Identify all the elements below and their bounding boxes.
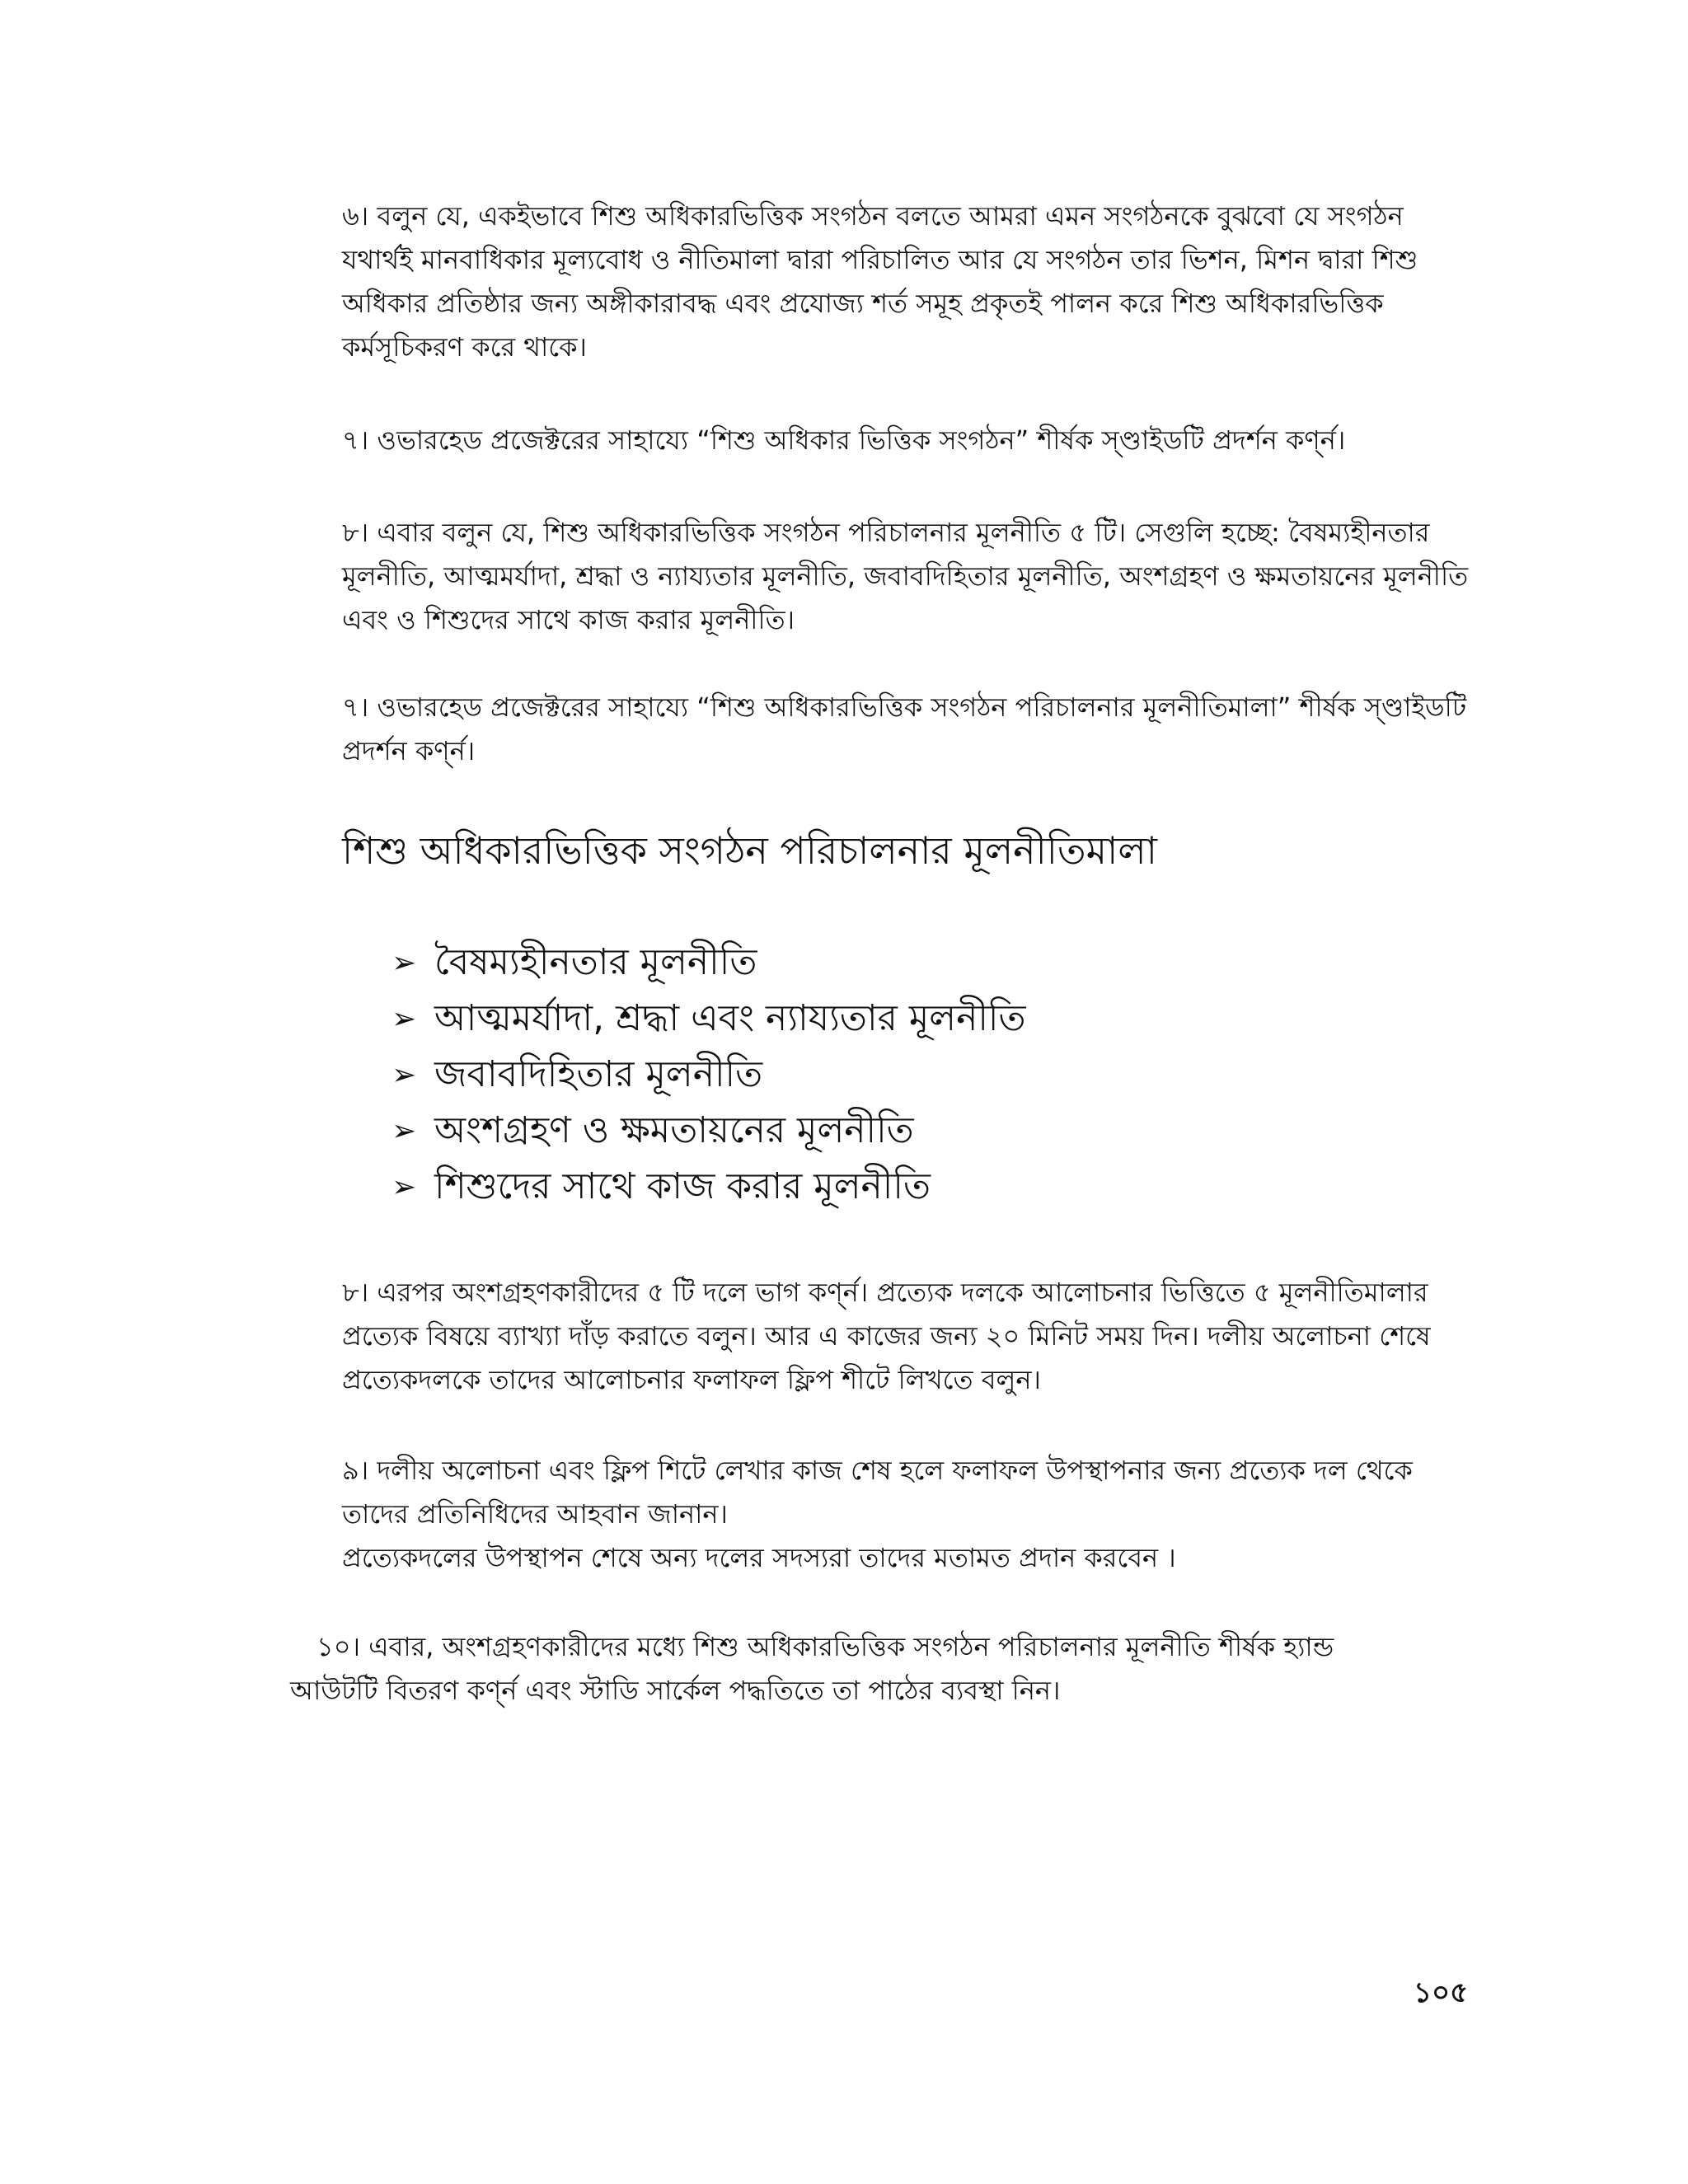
arrowhead-bullet-icon: ➢	[392, 1170, 417, 1204]
paragraph-8b: ৮। এরপর অংশগ্রহণকারীদের ৫ টি দলে ভাগ কর্ণ্ন। প্রত্যেক দলকে আলোচনার ভিত্তিতে ৫ মূলনীতিমালার প্রত্যেক বিষয়ে ব্যাখ্যা দাঁড় করাতে বলুন। আর এ কাজের জন্য ২০ মিনিট সময় দিন। দলীয় অলোচনা শেষে প্রত্যেকদলকে তাদের আলোচনার ফলাফল ফ্লিপ শীটে লিখতে বলুন।	[342, 1277, 1431, 1395]
list-item-label: বৈষম্যহীনতার মূলনীতি	[434, 941, 757, 983]
page-number: ১০৫	[1414, 1976, 1469, 2009]
list-item	[392, 1159, 1026, 1215]
list-item	[392, 1103, 1026, 1159]
arrowhead-bullet-icon: ➢	[392, 1058, 417, 1092]
paragraph-10-line-1: ১০। এবার, অংশগ্রহণকারীদের মধ্যে শিশু অধিকারভিত্তিক সংগঠন পরিচালনার মূলনীতি শীর্ষক হ্যান্ড	[316, 1631, 1334, 1662]
paragraph-10	[290, 1625, 1477, 1713]
paragraph-8a: ৮। এবার বলুন যে, শিশু অধিকারভিত্তিক সংগঠন পরিচালনার মূলনীতি ৫ টি। সেগুলি হচ্ছে: বৈষম্যহীনতার মূলনীতি, আত্মমর্যাদা, শ্রদ্ধা ও ন্যায্যতার মূলনীতি, জবাবদিহিতার মূলনীতি, অংশগ্রহণ ও ক্ষমতায়নের মূলনীতি এবং ও শিশুদের সাথে কাজ করার মূলনীতি।	[342, 517, 1469, 635]
list-item-label: জবাবদিহিতার মূলনীতি	[434, 1053, 763, 1095]
paragraph-7b: ৭। ওভারহেড প্রজেক্টরের সাহায্যে “শিশু অধিকারভিত্তিক সংগঠন পরিচালনার মূলনীতিমালা” শীর্ষক স্ণ্ডাইডটি প্রদর্শন কর্ণ্ন।	[342, 691, 1467, 766]
paragraph-7a: ৭। ওভারহেড প্রজেক্টরের সাহায্যে “শিশু অধিকার ভিত্তিক সংগঠন” শীর্ষক স্ণ্ডাইডটি প্রদর্শন কর্ণ্ন।	[342, 424, 1346, 456]
paragraph-9	[342, 1449, 1471, 1580]
list-item	[392, 935, 1026, 991]
list-item-label: অংশগ্রহণ ও ক্ষমতায়নের মূলনীতি	[434, 1109, 914, 1151]
paragraph-6: ৬। বলুন যে, একইভাবে শিশু অধিকারভিত্তিক সংগঠন বলতে আমরা এমন সংগঠনকে বুঝবো যে সংগঠন যথার্থই মানবাধিকার মূল্যবোধ ও নীতিমালা দ্বারা পরিচালিত আর যে সংগঠন তার ভিশন, মিশন দ্বারা শিশু অধিকার প্রতিষ্ঠার জন্য অঙ্গীকারাবদ্ধ এবং প্রযোজ্য শর্ত সমূহ প্রকৃতই পালন করে শিশু অধিকারভিত্তিক কর্মসূচিকরণ করে থাকে।	[342, 200, 1418, 363]
list-item	[392, 1047, 1026, 1103]
principles-list	[392, 935, 1026, 1215]
arrowhead-bullet-icon: ➢	[392, 1002, 417, 1036]
list-item-label: শিশুদের সাথে কাজ করার মূলনীতি	[434, 1165, 931, 1207]
arrowhead-bullet-icon: ➢	[392, 1114, 417, 1148]
paragraph-9-line-2: প্রত্যেকদলের উপস্থাপন শেষে অন্য দলের সদস্যরা তাদের মতামত প্রদান করবেন ।	[342, 1542, 1176, 1573]
section-heading: শিশু অধিকারভিত্তিক সংগঠন পরিচালনার মূলনীতিমালা	[342, 828, 1157, 873]
paragraph-10-line-2: আউটটি বিতরণ কর্ণ্ন এবং স্টাডি সার্কেল পদ্ধতিতে তা পাঠের ব্যবস্থা নিন।	[290, 1675, 1061, 1706]
arrowhead-bullet-icon: ➢	[392, 946, 417, 980]
paragraph-9-line-1: ৯। দলীয় অলোচনা এবং ফ্লিপ শিটে লেখার কাজ শেষ হলে ফলাফল উপস্থাপনার জন্য প্রত্যেক দল থেকে তাদের প্রতিনিধিদের আহবান জানান।	[342, 1455, 1413, 1530]
list-item-label: আত্মমর্যাদা, শ্রদ্ধা এবং ন্যায্যতার মূলনীতি	[434, 997, 1026, 1039]
list-item	[392, 991, 1026, 1047]
